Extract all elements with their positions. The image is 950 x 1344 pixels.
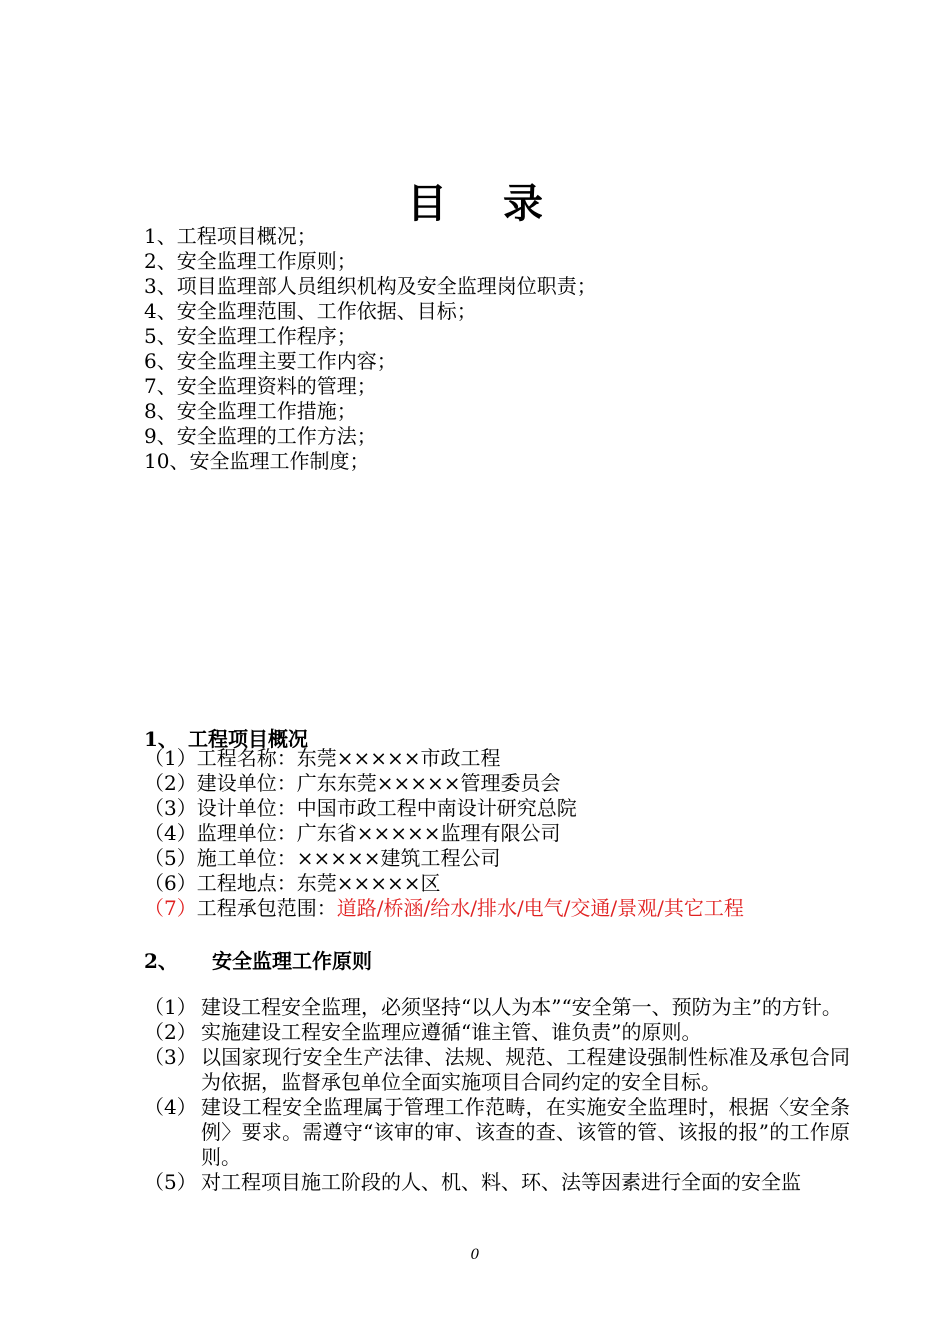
item-text: 以国家现行安全生产法律、法规、规范、工程建设强制性标准及承包合同为依据，监督承包单位全面实施项目合同约定的安全目标。 [201,1045,850,1094]
principles-list [144,995,850,1195]
page-title [0,172,950,229]
section-2-heading [144,945,372,974]
item-number: （3） [144,1045,197,1069]
list-item: （1）工程名称：东莞×××××市政工程 [144,746,501,770]
toc-item: 10、安全监理工作制度； [144,449,370,473]
toc-item: 7、安全监理资料的管理； [144,374,377,398]
toc-item: 8、安全监理工作措施； [144,399,357,423]
section-title: 安全监理工作原则 [212,949,372,973]
list-item: （5）施工单位：×××××建筑工程公司 [144,846,501,870]
section-number: 2、 [144,949,178,973]
toc-item: 6、安全监理主要工作内容； [144,349,397,373]
list-item [144,1020,850,1045]
list-item [144,995,850,1020]
item-text: 实施建设工程安全监理应遵循“谁主管、谁负责”的原则。 [201,1020,702,1044]
item-number: （5） [144,1170,197,1194]
toc-item: 5、安全监理工作程序； [144,324,357,348]
toc-item: 3、项目监理部人员组织机构及安全监理岗位职责； [144,274,597,298]
list-item: （2）建设单位：广东东莞×××××管理委员会 [144,771,561,795]
toc-item: 2、安全监理工作原则； [144,249,357,273]
scope-value: 道路/桥涵/给水/排水/电气/交通/景观/其它工程 [336,896,744,920]
section-title: 工程项目概况 [188,727,308,751]
list-item [144,1170,850,1195]
title-char-2: 录 [503,180,543,227]
item-text: 建设工程安全监理，必须坚持“以人为本”“安全第一、预防为主”的方针。 [201,995,842,1019]
toc-item: 9、安全监理的工作方法； [144,424,377,448]
item-label: 工程承包范围： [196,896,337,920]
section-number: 1、 [144,727,178,751]
project-overview-list [144,746,744,921]
toc-item: 4、安全监理范围、工作依据、目标； [144,299,477,323]
item-text: 建设工程安全监理属于管理工作范畴，在实施安全监理时，根据〈安全条例〉要求。需遵守“该审的审、该查的查、该管的管、该报的报”的工作原则。 [201,1095,850,1169]
list-item [144,1045,850,1095]
list-item: （6）工程地点：东莞×××××区 [144,871,441,895]
item-number: （7） [144,896,197,920]
list-item [144,1095,850,1170]
toc-item: 1、工程项目概况； [144,224,317,248]
page-number: 0 [470,1247,480,1263]
list-item: （3）设计单位：中国市政工程中南设计研究总院 [144,796,577,820]
item-number: （2） [144,1020,197,1044]
item-number: （1） [144,995,197,1019]
list-item-scope [144,896,744,921]
item-text: 对工程项目施工阶段的人、机、料、环、法等因素进行全面的安全监 [201,1170,801,1194]
item-number: （4） [144,1095,197,1119]
title-char-1: 目 [407,180,447,227]
table-of-contents [144,224,597,474]
list-item: （4）监理单位：广东省×××××监理有限公司 [144,821,561,845]
